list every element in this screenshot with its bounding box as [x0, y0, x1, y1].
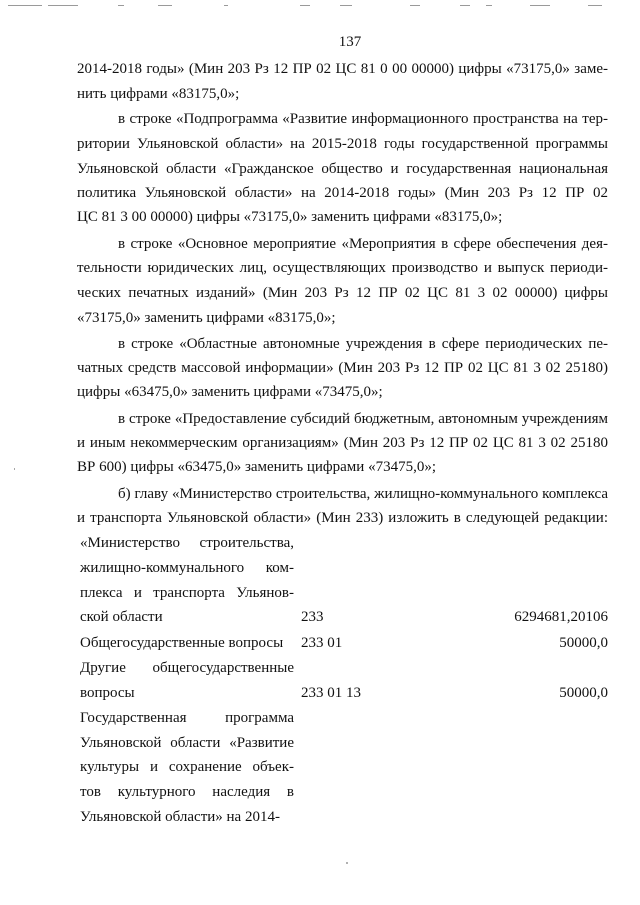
text-line: б) главу «Министерство строительства, жилищно-коммунального комплекса	[118, 486, 608, 502]
row-name-line: Общегосударственные вопросы	[80, 635, 284, 651]
text-line: ЦС 81 3 00 00000) цифры «73175,0» заменить цифрами «83175,0»;	[77, 209, 503, 225]
row-name-line: Другие общегосударственные	[80, 660, 294, 676]
page-number: 137	[338, 34, 362, 50]
scan-mark	[224, 5, 228, 6]
row-amount: 6294681,20106	[514, 609, 608, 625]
text-line: ритории Ульяновской области» на 2015-2018 годы государственной программы	[77, 136, 608, 152]
text-line: политика Ульяновской области» на 2014-2018 годы» (Мин 203 Рз 12 ПР 02	[77, 185, 608, 201]
scan-mark	[300, 5, 310, 6]
text-line: чатных средств массовой информации» (Мин 203 Рз 12 ПР 02 ЦС 81 3 02 25180)	[77, 360, 608, 376]
text-line: Ульяновской области «Гражданское общество и государственная национальная	[77, 161, 608, 177]
text-line: и иным некоммерческим организациям» (Мин 203 Рз 12 ПР 02 ЦС 81 3 02 25180	[77, 435, 608, 451]
scan-mark	[588, 5, 602, 6]
row-code: 233 01 13	[301, 685, 361, 701]
scan-speck	[14, 468, 15, 470]
text-line: ВР 600) цифры «63475,0» заменить цифрами «73475,0»;	[77, 459, 436, 475]
scan-speck	[346, 862, 348, 864]
text-line: 2014-2018 годы» (Мин 203 Рз 12 ПР 02 ЦС 81 0 00 00000) цифры «73175,0» заме-	[77, 61, 608, 77]
scan-mark	[460, 5, 470, 6]
scan-mark	[410, 5, 420, 6]
scan-mark	[530, 5, 550, 6]
row-name-line: жилищно-коммунального ком-	[80, 560, 294, 576]
text-line: в строке «Подпрограмма «Развитие информационного пространства на тер-	[118, 111, 608, 127]
row-name-line: Государственная программа	[80, 710, 294, 726]
row-name-line: плекса и транспорта Ульянов-	[80, 585, 294, 601]
row-name-line: тов культурного наследия в	[80, 784, 294, 800]
row-name-line: Ульяновской области «Развитие	[80, 735, 294, 751]
row-name-line: ской области	[80, 609, 163, 625]
row-amount: 50000,0	[559, 635, 608, 651]
text-line: нить цифрами «83175,0»;	[77, 86, 240, 102]
text-line: в строке «Областные автономные учреждения в сфере периодических пе-	[118, 336, 608, 352]
text-line: «73175,0» заменить цифрами «83175,0»;	[77, 310, 336, 326]
scan-mark	[48, 5, 78, 6]
row-name-line: Ульяновской области» на 2014-	[80, 809, 280, 825]
text-line: цифры «63475,0» заменить цифрами «73475,0»;	[77, 384, 383, 400]
text-line: в строке «Основное мероприятие «Мероприятия в сфере обеспечения дея-	[118, 236, 608, 252]
row-name-line: вопросы	[80, 685, 135, 701]
row-code: 233	[301, 609, 324, 625]
scan-mark	[340, 5, 352, 6]
row-amount: 50000,0	[559, 685, 608, 701]
text-line: и транспорта Ульяновской области» (Мин 233) изложить в следующей редакции:	[77, 510, 608, 526]
row-code: 233 01	[301, 635, 343, 651]
scan-mark	[158, 5, 172, 6]
scan-mark	[118, 5, 124, 6]
row-name-line: культуры и сохранение объек-	[80, 759, 294, 775]
scan-mark	[8, 5, 42, 6]
text-line: тельности юридических лиц, осуществляющих производство и выпуск периоди-	[77, 260, 608, 276]
text-line: в строке «Предоставление субсидий бюджетным, автономным учреждениям	[118, 411, 608, 427]
scan-mark	[486, 5, 492, 6]
row-name-line: «Министерство строительства,	[80, 535, 294, 551]
text-line: ческих печатных изданий» (Мин 203 Рз 12 ПР 02 ЦС 81 3 02 00000) цифры	[77, 285, 608, 301]
